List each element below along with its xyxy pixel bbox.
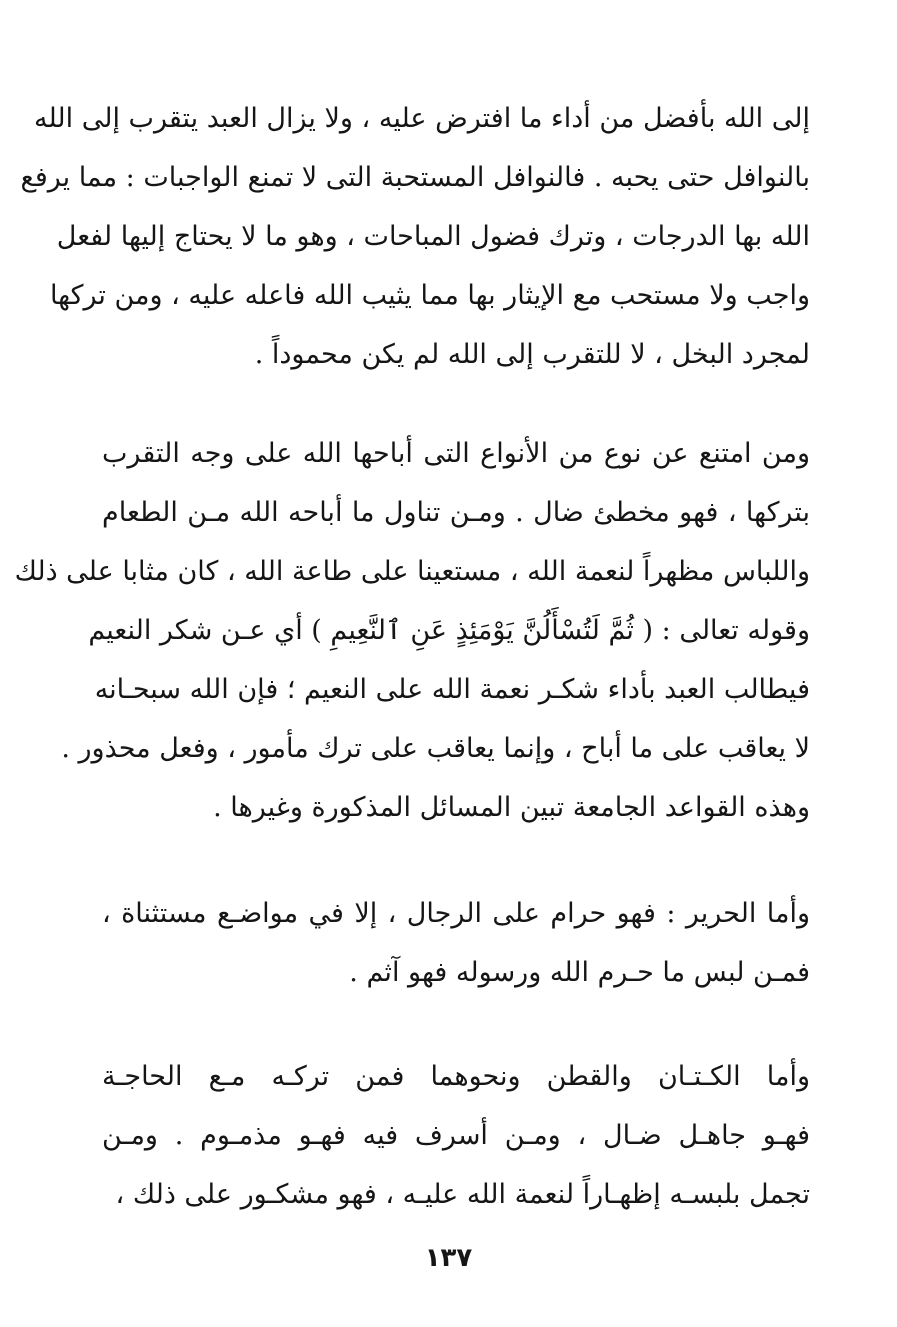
paragraph-2 [14,424,810,837]
text-line-quran-verse: وقوله تعالى : ( ثُمَّ لَتُسْأَلُنَّ يَوْمَئِذٍ عَنِ ٱلنَّعِيمِ ) أي عـن شكر النعيم [88,615,810,646]
text-line: ومن امتنع عن نوع من الأنواع التى أباحها الله على وجه التقرب [102,438,810,469]
text-line: فيطالب العبد بأداء شكـر نعمة الله على النعيم ؛ فإن الله سبحـانه [94,674,810,705]
paragraph-4 [102,1047,810,1224]
text-line: إلى الله بأفضل من أداء ما افترض عليه ، ولا يزال العبد يتقرب إلى الله [34,103,810,134]
text-line: واجب ولا مستحب مع الإيثار بها مما يثيب الله فاعله عليه ، ومن تركها [49,280,810,311]
text-line: بتركها ، فهو مخطئ ضال . ومـن تناول ما أباحه الله مـن الطعام [102,497,810,528]
text-line: لمجرد البخل ، لا للتقرب إلى الله لم يكن محموداً . [254,339,810,370]
text-line: وأما الكـتـان والقطن ونحوهما فمن تركـه مـع الحاجـة [102,1061,810,1092]
text-line: واللباس مظهراً لنعمة الله ، مستعينا على طاعة الله ، كان مثابا على ذلك [14,556,810,587]
text-line: فهـو جاهـل ضـال ، ومـن أسرف فيه فهـو مذمـوم . ومـن [102,1120,810,1151]
text-line: تجمل بلبسـه إظهـاراً لنعمة الله عليـه ، فهو مشكـور على ذلك ، [115,1179,810,1210]
text-line: لا يعاقب على ما أباح ، وإنما يعاقب على ترك مأمور ، وفعل محذور . [61,733,810,764]
text-line: فمـن لبس ما حـرم الله ورسوله فهو آثم . [349,957,810,988]
text-line: الله بها الدرجات ، وترك فضول المباحات ، وهو ما لا يحتاج إليها لفعل [56,221,810,252]
text-line: وهذه القواعد الجامعة تبين المسائل المذكورة وغيرها . [213,792,810,823]
paragraph-3 [102,884,810,1002]
paragraph-1 [20,89,810,384]
text-line: وأما الحرير : فهو حرام على الرجال ، إلا في مواضـع مستثناة ، [102,898,810,929]
page-number: ١٣٧ [424,1243,473,1273]
text-line: بالنوافل حتى يحبه . فالنوافل المستحبة التى لا تمنع الواجبات : مما يرفع [20,162,810,193]
